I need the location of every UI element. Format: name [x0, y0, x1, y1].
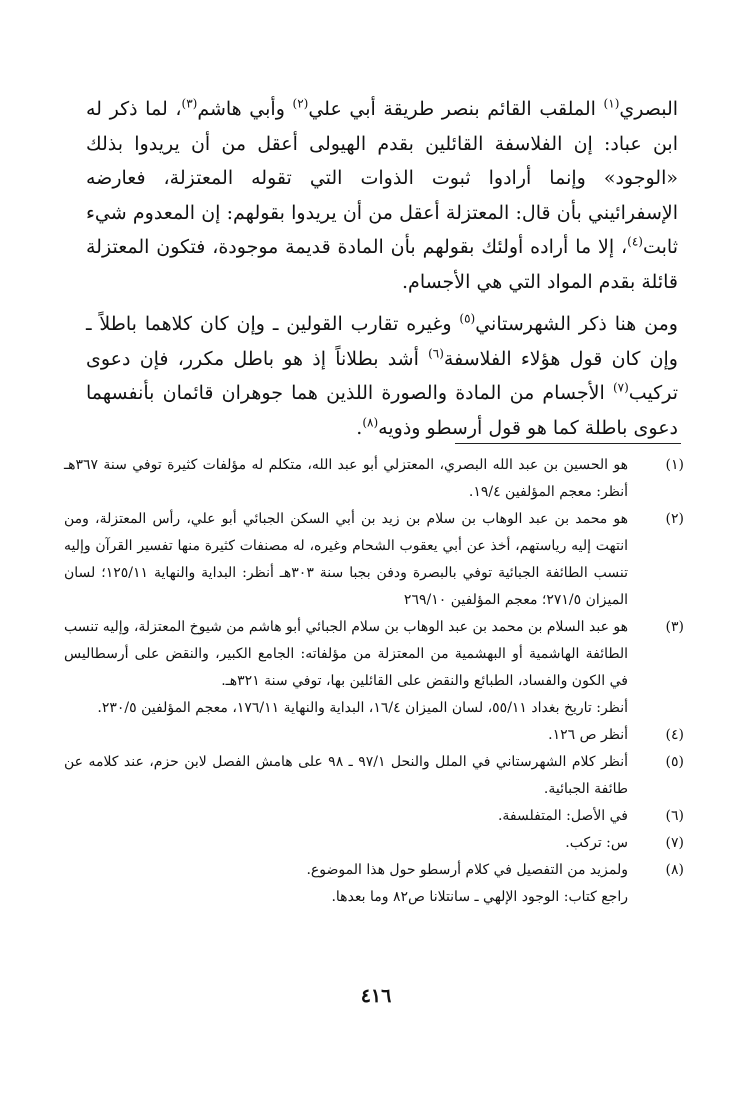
text-segment: ، إلا ما أراده أولئك بقولهم بأن المادة قديمة موجودة، فتكون المعتزلة قائلة بقدم المواد التي هي الأجسام.: [86, 236, 678, 293]
footnote-ref-1: (١): [603, 96, 620, 111]
footnote-ref-4: (٤): [627, 234, 643, 249]
footnote-number: (٥): [665, 754, 684, 770]
text-segment: .: [356, 416, 363, 439]
text-segment: البصري: [619, 98, 679, 120]
footnote-text: هو الحسين بن عبد الله البصري، المعتزلي أبو عبد الله، متكلم له مؤلفات كثيرة توفي سنة ٣٦٧هـ أنظر: معجم المؤلفين ١٩/٤.: [64, 457, 628, 500]
text-segment: الملقب القائم بنصر طريقة أبي علي: [308, 98, 604, 120]
text-segment: الأجسام من المادة والصورة اللذين هما جوهران قائمان بأنفسهما دعوى باطلة كما هو قول أرسطو وذويه: [86, 382, 678, 439]
footnote-number: (٨): [665, 862, 684, 878]
footnote-7: [64, 830, 688, 857]
paragraph-2: [86, 307, 678, 445]
footnote-6: [64, 803, 688, 830]
footnote-4: [64, 722, 688, 749]
text-segment: وغيره تقارب القولين ـ وإن كان كلاهما باطلاً ـ وإن كان قول هؤلاء الفلاسفة: [86, 313, 678, 370]
footnotes: [64, 452, 688, 911]
footnote-text: هو عبد السلام بن محمد بن عبد الوهاب بن سلام الجبائي أبو هاشم من شيوخ المعتزلة، وإليه تنسب الطائفة الهاشمية أو البهشمية من المعتزلة من مؤلفاته: الجامع الكبير، والنقض على أرسطاليس في الكون والفساد، الطبائع والنقض على القائلين بها، توفي سنة ٣٢١هـ.: [64, 619, 628, 689]
footnote-ref-3: (٣): [181, 96, 198, 111]
footnote-3: [64, 614, 688, 695]
footnote-1: [64, 452, 688, 506]
footnote-number: (٣): [665, 619, 684, 635]
footnote-8: [64, 857, 688, 884]
footnote-number: (٦): [665, 808, 684, 824]
footnote-divider: [455, 443, 681, 444]
footnote-number: (٢): [665, 511, 684, 527]
footnote-2: [64, 506, 688, 614]
text-segment: وأبي هاشم: [197, 98, 293, 120]
footnote-number: (٧): [665, 835, 684, 851]
footnote-text: ولمزيد من التفصيل في كلام أرسطو حول هذا الموضوع.: [306, 862, 628, 878]
footnote-number: (٤): [665, 727, 684, 743]
footnote-ref-7: (٧): [612, 380, 629, 395]
footnote-number: (١): [665, 457, 684, 473]
footnote-text: أنظر ص ١٢٦.: [548, 727, 628, 743]
page-number: ٤١٦: [360, 985, 392, 1007]
text-segment: ومن هنا ذكر الشهرستاني: [475, 313, 678, 335]
text-segment: ، لما ذكر له ابن عباد: إن الفلاسفة القائلين بقدم الهيولى أعقل من أن يريدوا بذلك «الوجود» وإنما أرادوا ثبوت الذوات التي تقوله المعتزلة، فعارضه الإسفرائيني بأن قال: المعتزلة أعقل من أن يريدوا بقولهم: إن المعدوم شيء ثابت: [86, 98, 678, 258]
footnote-text: أنظر كلام الشهرستاني في الملل والنحل ٩٧/١ ـ ٩٨ على هامش الفصل لابن حزم، عند كلامه عن طائفة الجبائية.: [64, 754, 628, 797]
footnote-5: [64, 749, 688, 803]
footnote-3-continuation: أنظر: تاريخ بغداد ٥٥/١١، لسان الميزان ١٦/٤، البداية والنهاية ١٧٦/١١، معجم المؤلفين ٢٣٠/٥.: [97, 700, 628, 716]
footnote-ref-8: (٨): [362, 415, 379, 430]
footnote-ref-5: (٥): [459, 311, 476, 326]
main-text: [86, 92, 678, 445]
footnote-ref-6: (٦): [428, 346, 444, 361]
footnote-8-continuation: راجع كتاب: الوجود الإلهي ـ سانتلانا ص٨٢ وما بعدها.: [331, 889, 628, 905]
text-segment: أشد بطلاناً إذ هو باطل مكرر، فإن دعوى تركيب: [86, 347, 678, 404]
footnote-text: هو محمد بن عبد الوهاب بن سلام بن زيد بن أبي السكن الجبائي أبو علي، رأس المعتزلة، ومن انتهت إليه رياستهم، أخذ عن أبي يعقوب الشحام وغيره، له مصنفات كثيرة منها تفسير القرآن وإليه تنسب الطائفة الجبائية توفي بالبصرة ودفن بجبا سنة ٣٠٣هـ أنظر: البداية والنهاية ١٢٥/١١؛ لسان الميزان ٢٧١/٥؛ معجم المؤلفين ٢٦٩/١٠: [64, 511, 629, 608]
paragraph-1: [86, 92, 678, 299]
footnote-text: س: تركب.: [565, 835, 628, 851]
footnote-text: في الأصل: المتفلسفة.: [497, 808, 628, 824]
footnote-ref-2: (٢): [292, 96, 309, 111]
